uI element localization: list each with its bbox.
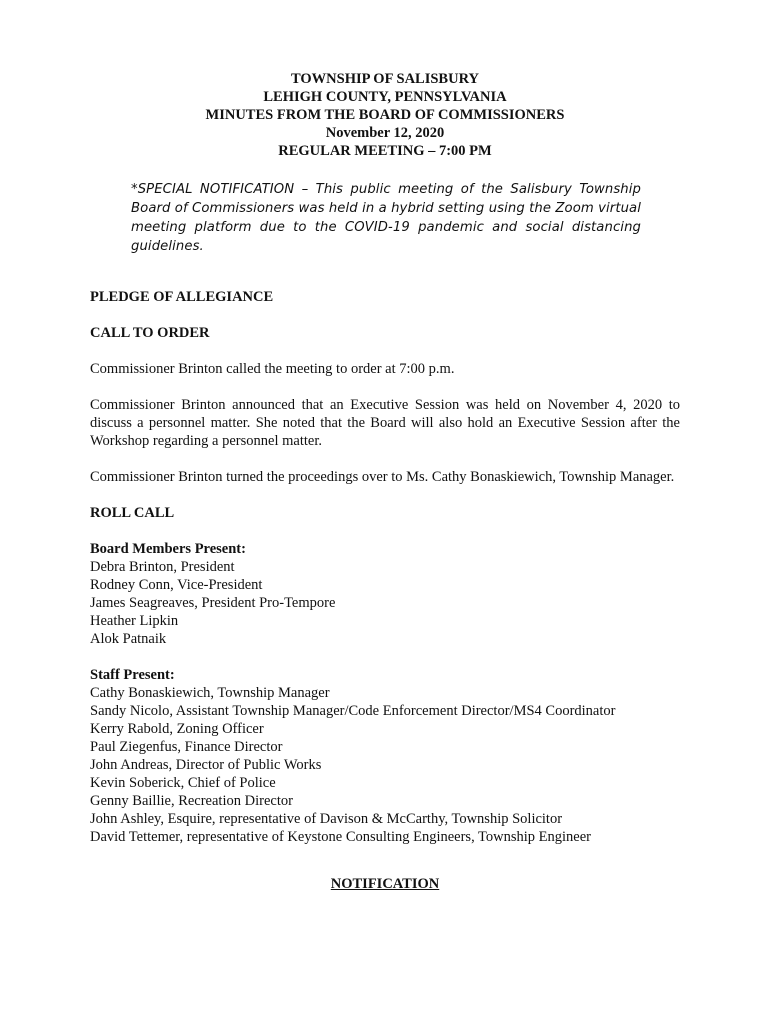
proceedings-paragraph: Commissioner Brinton turned the proceedings over to Ms. Cathy Bonaskiewich, Township Manager. [90,469,675,485]
list-item: Paul Ziegenfus, Finance Director [90,739,283,755]
list-item: Alok Patnaik [90,631,167,647]
meeting-date: November 12, 2020 [325,125,445,141]
call-to-order-paragraph: Commissioner Brinton called the meeting to order at 7:00 p.m. [90,361,455,377]
list-item: John Andreas, Director of Public Works [90,757,322,773]
board-members-list [90,558,680,648]
staff-list [90,684,680,846]
list-item: Kevin Soberick, Chief of Police [90,775,276,791]
list-item: Kerry Rabold, Zoning Officer [90,721,264,737]
board-members-heading: Board Members Present: [90,541,246,557]
list-item: David Tettemer, representative of Keystone Consulting Engineers, Township Engineer [90,829,592,845]
executive-session-paragraph: Commissioner Brinton announced that an Executive Session was held on November 4, 2020 to discuss a personnel matter. She noted that the Board will also hold an Executive Session after the Workshop regarding a personnel matter. [90,397,680,449]
staff-heading: Staff Present: [90,667,175,683]
roll-call-heading: ROLL CALL [90,505,175,521]
notification-heading: NOTIFICATION [330,876,440,892]
list-item: Cathy Bonaskiewich, Township Manager [90,685,330,701]
list-item: Heather Lipkin [90,613,179,629]
minutes-body [90,288,680,846]
call-to-order-heading: CALL TO ORDER [90,325,210,341]
township-title: TOWNSHIP OF SALISBURY [290,71,480,87]
document-header [0,70,770,160]
list-item: Rodney Conn, Vice-President [90,577,263,593]
pledge-heading: PLEDGE OF ALLEGIANCE [90,289,274,305]
list-item: John Ashley, Esquire, representative of Davison & McCarthy, Township Solicitor [90,811,563,827]
list-item: Debra Brinton, President [90,559,235,575]
list-item: James Seagreaves, President Pro-Tempore [90,595,336,611]
meeting-type: REGULAR MEETING – 7:00 PM [278,143,492,159]
county-title: LEHIGH COUNTY, PENNSYLVANIA [263,89,507,105]
list-item: Genny Baillie, Recreation Director [90,793,293,809]
special-notification: *SPECIAL NOTIFICATION – This public meeting of the Salisbury Township Board of Commissioners was held in a hybrid setting using the Zoom virtual meeting platform due to the COVID-19 pandemic and social distancing guidelines. [131,182,641,254]
list-item: Sandy Nicolo, Assistant Township Manager/Code Enforcement Director/MS4 Coordinator [90,703,616,719]
minutes-title: MINUTES FROM THE BOARD OF COMMISSIONERS [205,107,565,123]
